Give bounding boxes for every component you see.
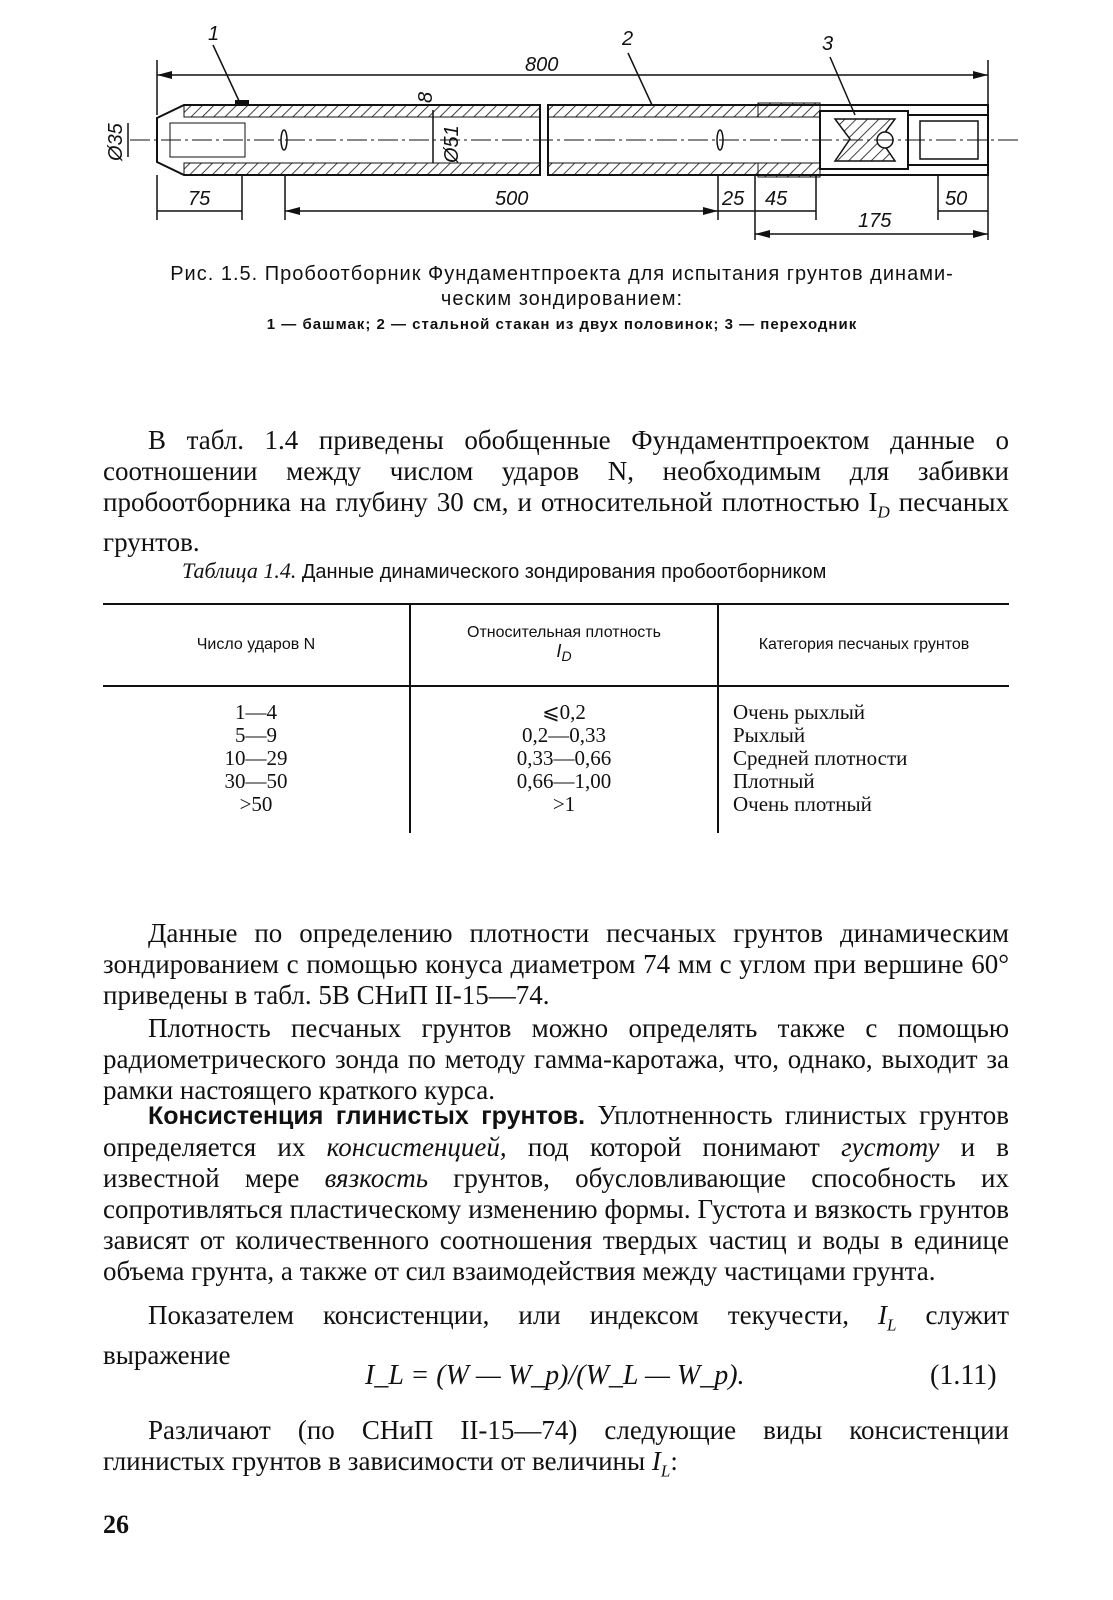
cell-category: Очень рыхлый xyxy=(733,700,866,724)
header-density-symbol: I xyxy=(556,641,562,662)
paragraph-4-text-4: грунтов, обусловливающие способность их сопротивляться пластическому изменению формы. Густота и вязкость грунтов зависят от количественного соотношения твердых частиц и воды в единице объема грунта, а также от сил взаимодействия между частицами грунта. xyxy=(103,1163,1009,1286)
paragraph-1-text: В табл. 1.4 приведены обобщенные Фундаментпроектом данные о соотношении между числом ударов N, необходимым для забивки пробоотборника на глубину 30 см, и относительной плотностью I xyxy=(103,425,1009,517)
section-heading-consistency: Консистенция глинистых грунтов. xyxy=(148,1102,586,1130)
paragraph-6 xyxy=(103,1415,1009,1486)
paragraph-5-text-1: Показателем консистенции, или индексом текучести, xyxy=(148,1300,879,1330)
cell-blows: 10—29 xyxy=(224,746,288,770)
paragraph-4-text-1: Уплотненность глинистых грунтов определяется их xyxy=(103,1100,1009,1162)
dim-500: 500 xyxy=(495,188,529,210)
dim-175: 175 xyxy=(858,210,892,232)
paragraph-6-text-1: Различают (по СНиП II-15—74) следующие виды консистенции глинистых грунтов в зависимости от величины xyxy=(103,1415,1009,1476)
paragraph-4-italic-2: густоту xyxy=(841,1132,940,1162)
cell-density: ⩽0,2 xyxy=(542,700,586,724)
table-header-row xyxy=(103,604,1009,686)
paragraph-4-text-2: под которой понимают xyxy=(506,1132,842,1162)
cell-density: 0,66—1,00 xyxy=(516,769,612,793)
figure-caption-line1: Рис. 1.5. Пробоотборник Фундаментпроекта для испытания грунтов динами- xyxy=(170,263,954,285)
table-body xyxy=(103,686,1009,832)
header-density xyxy=(410,604,718,686)
paragraph-3: Плотность песчаных грунтов можно определять также с помощью радиометрического зонда по методу гамма-каротажа, что, однако, выходит за рамки настоящего краткого курса. xyxy=(103,1013,1009,1105)
cell-category: Плотный xyxy=(733,769,815,793)
header-density-sub: D xyxy=(561,648,572,665)
column-blows xyxy=(103,686,410,832)
paragraph-4-text-3: и в известной мере xyxy=(103,1132,1009,1193)
dim-25: 25 xyxy=(722,188,745,210)
paragraph-5-symbol: I xyxy=(878,1300,888,1330)
paragraph-6-symbol: I xyxy=(651,1446,661,1476)
dim-45: 45 xyxy=(765,188,788,210)
dim-d35: Ø35 xyxy=(105,123,127,161)
callout-2: 2 xyxy=(622,28,634,50)
dim-d51: Ø51 xyxy=(441,125,463,163)
figure-caption-line2: ческим зондированием: xyxy=(440,288,684,310)
formula-number: (1.11) xyxy=(930,1360,997,1391)
paragraph-5-subscript: L xyxy=(887,1315,897,1335)
dim-wall: 8 xyxy=(415,91,437,103)
dynamic-sounding-table xyxy=(103,603,1009,833)
paragraph-4-italic-3: вязкость xyxy=(324,1163,428,1193)
paragraph-5-text-2: служит выражение xyxy=(103,1300,1009,1371)
paragraph-4 xyxy=(103,1100,1009,1287)
callout-3: 3 xyxy=(822,33,834,55)
page-number: 26 xyxy=(103,1510,129,1539)
header-blows: Число ударов N xyxy=(196,636,316,653)
paragraph-6-text-2: : xyxy=(670,1446,678,1476)
dim-75: 75 xyxy=(188,188,211,210)
figure-caption xyxy=(112,262,1012,312)
formula-1-11: I_L = (W — W_p)/(W_L — W_p). xyxy=(365,1360,745,1391)
cell-density: 0,33—0,66 xyxy=(516,746,612,770)
table-caption xyxy=(182,558,1002,584)
cell-density: >1 xyxy=(552,792,576,816)
paragraph-1-subscript: D xyxy=(877,502,890,522)
cell-category: Очень плотный xyxy=(733,792,872,816)
cell-blows: 30—50 xyxy=(224,769,288,793)
header-category: Категория песчаных грунтов xyxy=(718,604,1009,686)
sampler-drawing xyxy=(100,15,1100,255)
dim-50: 50 xyxy=(945,188,968,210)
paragraph-2: Данные по определению плотности песчаных грунтов динамическим зондированием с помощью конуса диаметром 74 мм с углом при вершине 60° приведены в табл. 5В СНиП II-15—74. xyxy=(103,918,1009,1010)
cell-blows: >50 xyxy=(239,792,273,816)
paragraph-1-end: песчаных грунтов. xyxy=(103,487,1009,558)
column-density xyxy=(410,686,718,832)
cell-density: 0,2—0,33 xyxy=(522,723,606,747)
figure-legend: 1 — башмак; 2 — стальной стакан из двух половинок; 3 — переходник xyxy=(266,316,858,333)
table-caption-label: Таблица 1.4. xyxy=(182,558,297,583)
cell-category: Средней плотности xyxy=(733,746,908,770)
header-density-text: Относительная плотность xyxy=(467,624,661,642)
table-caption-text: Данные динамического зондирования пробоотборником xyxy=(296,561,827,583)
paragraph-4-italic-1: консистенцией, xyxy=(326,1132,507,1162)
cell-blows: 1—4 xyxy=(235,700,277,724)
column-category xyxy=(718,686,1009,832)
callout-1: 1 xyxy=(208,23,220,45)
paragraph-6-subscript: L xyxy=(660,1461,671,1481)
paragraph-1 xyxy=(103,425,1009,558)
dim-800: 800 xyxy=(525,54,559,76)
cell-category: Рыхлый xyxy=(733,723,806,747)
cell-blows: 5—9 xyxy=(235,723,277,747)
